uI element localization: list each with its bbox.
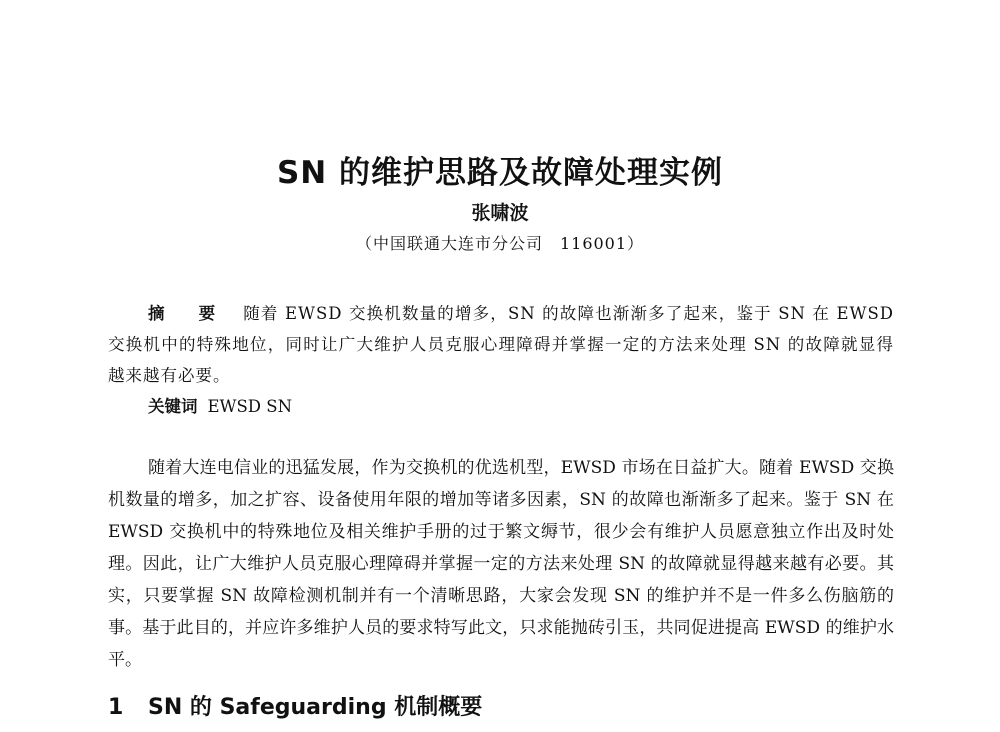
author-affiliation: （中国联通大连市分公司 116001） [355,234,645,253]
author-name: 张啸波 [471,202,529,224]
section-title: SN 的 Safeguarding 机制概要 [148,695,483,720]
abstract [108,298,894,391]
body-paragraph: 随着大连电信业的迅猛发展，作为交换机的优选机型，EWSD 市场在日益扩大。随着 EWSD 交换机数量的增多，加之扩容、设备使用年限的增加等诸多因素，SN 的故障也渐渐多了起来。鉴于 SN 在 EWSD 交换机中的特殊地位及相关维护手册的过于繁文缛节，很少会有维护人员愿意独立作出及时处理。因此，让广大维护人员克服心理障碍并掌握一定的方法来处理 SN 的故障就显得越来越有必要。其实，只要掌握 SN 故障检测机制并有一个清晰思路，大家会发现 SN 的维护并不是一件多么伤脑筋的事。基于此目的，并应许多维护人员的要求特写此文，只求能抛砖引玉，共同促进提高 EWSD 的维护水平。 [108,458,894,670]
section-heading [108,692,482,724]
paper-title: SN 的维护思路及故障处理实例 [276,155,724,191]
abstract-label: 摘 要 [148,304,230,323]
keywords-text: EWSD SN [207,397,293,416]
section-number: 1 [108,695,124,720]
keywords-label: 关键词 [148,397,198,416]
abstract-text: 随着 EWSD 交换机数量的增多，SN 的故障也渐渐多了起来，鉴于 SN 在 EWSD 交换机中的特殊地位，同时让广大维护人员克服心理障碍并掌握一定的方法来处理 SN 的故障就显得越来越有必要。 [108,304,894,385]
keywords [148,393,292,421]
